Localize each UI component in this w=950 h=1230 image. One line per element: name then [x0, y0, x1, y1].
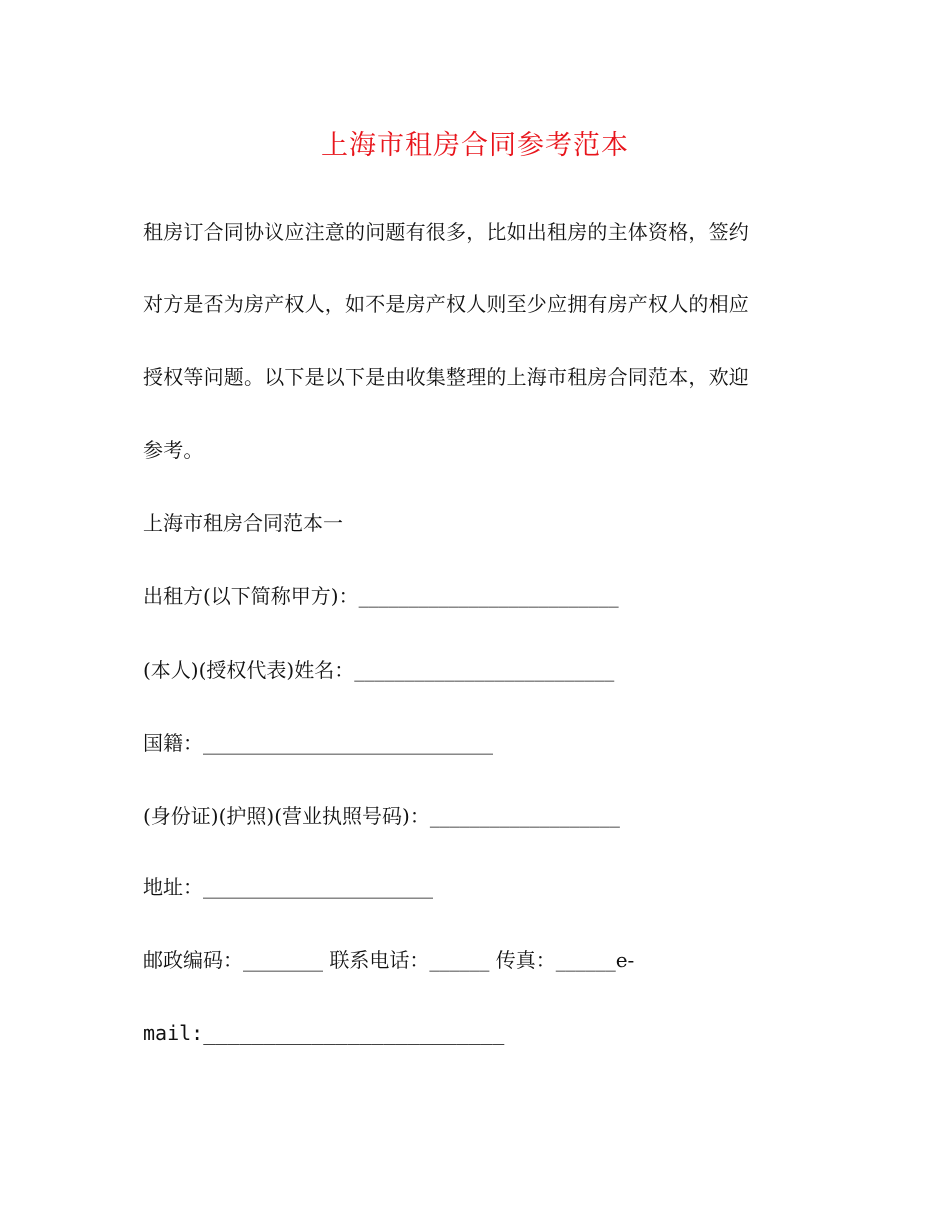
intro-line-3: 授权等问题。以下是以下是由收集整理的上海市租房合同范本，欢迎 [143, 365, 749, 389]
name-field-line: (本人)(授权代表)姓名：__________________________ [143, 658, 615, 682]
lessor-field-line: 出租方(以下简称甲方)：__________________________ [143, 584, 619, 608]
contact-field-line: 邮政编码：________ 联系电话：______ 传真：______e- [143, 948, 635, 972]
intro-line-4: 参考。 [143, 438, 204, 462]
document-title: 上海市租房合同参考范本 [321, 130, 629, 161]
intro-line-1: 租房订合同协议应注意的问题有很多，比如出租房的主体资格，签约 [143, 220, 749, 244]
nationality-field-line: 国籍：_____________________________ [143, 731, 493, 755]
intro-line-2: 对方是否为房产权人，如不是房产权人则至少应拥有房产权人的相应 [143, 292, 749, 316]
address-field-line: 地址：_______________________ [143, 875, 433, 899]
id-field-line: (身份证)(护照)(营业执照号码)：___________________ [143, 804, 620, 828]
section-heading: 上海市租房合同范本一 [143, 511, 343, 535]
email-field-line: mail:_________________________ [143, 1021, 505, 1045]
